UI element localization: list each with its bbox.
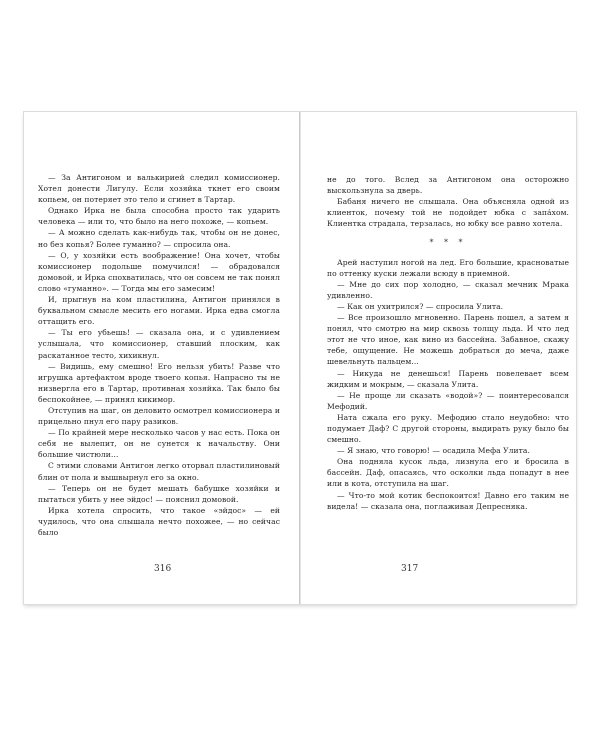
paragraph: — Теперь он не будет мешать бабушке хозяйки и пытаться убить у нее эйдос! — пояснил домовой. — [38, 483, 280, 504]
paragraph: Бабаня ничего не слышала. Она объясняла одной из клиенток, почему той не подойдет юбка с запа́хом. Клиентка страдала, терзалась, но юбку все равно хотела. — [327, 197, 569, 229]
section-break: * * * — [429, 238, 467, 248]
paragraph: — Все произошло мгновенно. Парень пошел, а затем я понял, что смотрю на мир сквозь толщу льда. И что лед этот не что иное, как вино из бассейна. Забавное, скажу тебе, ощущение. Не можешь добраться до меча, даже шевельнуть пальцем… — [327, 313, 569, 367]
page-number: 317 — [401, 564, 419, 574]
paragraph: — По крайней мере несколько часов у нас есть. Пока он себя не вылепит, он не сунется к начальству. Они большие чистюли… — [38, 428, 280, 460]
paragraph: Она подняла кусок льда, лизнула его и бросила в бассейн. Даф, опасаясь, что осколки льда попадут в нее или в кота, отступила на шаг. — [327, 457, 569, 489]
paragraph: Ната сжала его руку. Мефодию стало неудобно: что подумает Даф? С другой стороны, выдирать руку было бы смешно. — [327, 412, 569, 445]
paragraph: Однако Ирка не была способна просто так ударить человека — или то, что было на него похоже, — копьем. — [38, 206, 280, 227]
right-page — [327, 112, 569, 604]
book-spread — [24, 112, 576, 604]
book-gutter — [299, 112, 301, 604]
left-page — [38, 112, 280, 604]
paragraph: — Как он ухитрился? — спросила Улита. — [337, 301, 504, 311]
paragraph: — Мне до сих пор холодно, — сказал мечник Мрака удивленно. — [327, 279, 569, 300]
paragraph: Ирка хотела спросить, что такое «эйдос» — ей чудилось, что она слышала нечто похожее, — но сейчас было — [38, 505, 280, 537]
right-page-text — [327, 174, 569, 512]
paragraph: — Никуда не денешься! Парень повелевает всем жидким и мокрым, — сказала Улита. — [327, 368, 569, 389]
paragraph: С этими словами Антигон легко оторвал пластилиновый блин от пола и вышвырнул его за окно. — [38, 461, 280, 482]
paragraph: Арей наступил ногой на лед. Его большие, красноватые по оттенку куски лежали всюду в приемной. — [327, 257, 569, 278]
left-page-text — [38, 172, 280, 538]
paragraph: — Ты его убьешь! — сказала она, и с удивлением услышала, что комиссионер, ставший плоским, как раскатанное тесто, хихикнул. — [38, 328, 280, 360]
paragraph: — А можно сделать как-нибудь так, чтобы он не донес, но без копья? Более гуманно? — спросила она. — [38, 228, 280, 249]
paragraph: — О, у хозяйки есть воображение! Она хочет, чтобы комиссионер подольше помучился! — обрадовался домовой, и Ирка спохватилась, что он совсем не так понял слово «гуманно». — Тогда мы его замесим! — [38, 250, 280, 293]
paragraph: Отступив на шаг, он деловито осмотрел комиссионера и прицельно пнул его пару разиков. — [38, 405, 280, 427]
page-number: 316 — [154, 564, 172, 574]
paragraph: не до того. Вслед за Антигоном она осторожно выскользнула за дверь. — [327, 175, 569, 196]
paragraph: — Видишь, ему смешно! Его нельзя убить! Разве что игрушка артефактом вроде твоего копья. Напрасно ты не низвергла его в Тартар, противная хозяйка. Так было бы беспокойнее, — принял кикимор. — [38, 361, 280, 404]
paragraph: — Не проще ли сказать «водой»? — поинтересовался Мефодий. — [327, 390, 569, 411]
paragraph: — Я знаю, что говорю! — осадила Мефа Улита. — [337, 446, 530, 456]
paragraph: — Что-то мой котик беспокоится! Давно его таким не видела! — сказала она, поглаживая Депресняка. — [327, 490, 569, 511]
paragraph: — За Антигоном и валькирией следил комиссионер. Хотел донести Лигулу. Если хозяйка ткнет его своим копьем, он потеряет это тело и сгинет в Тартар. — [38, 173, 280, 205]
paragraph: И, прыгнув на ком пластилина, Антигон принялся в буквальном смысле месить его ногами. Ирка едва смогла оттащить его. — [38, 295, 280, 327]
